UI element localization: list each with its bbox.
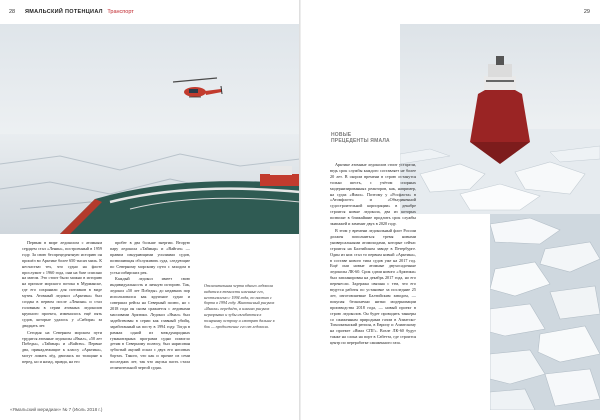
- paragraph: Сегодня на Северном морском пути трудятся атомные ледоколы «Ямал», «50 лет Победы», «Таймыр» и «Вайгач». Первые два, принадлежащие к классу «Арктика», могут ломать лёд, двигаясь по толщине к перед, но и назад, правда, на его: [22, 329, 102, 365]
- page-number-left: 28: [9, 9, 16, 15]
- paragraph: Первым в мире ледоколом с атомным сердцем стал «Ленин», построенный в 1959 году. За свою беспрецедентную историю он прошёл во Арктике более 650 тысяч миль. К несчастью тех, что судно на флоте прослужит с 1960 года, они на базе списано на матом. Это стоит было можно в историю на причале морского потока в Мурманске, где его сохранили для потомков в виде музея. Атомный ледокол «Арктика» был создан в первом после «Ленина» и стал головным в серии атомных ледоколов крупного проекта, изменилось ещё пять судов, которые удалось у «Сибири» за двадцать лет.: [22, 240, 102, 328]
- right-text-column: [330, 162, 416, 412]
- right-page: [300, 0, 600, 420]
- page-footer: «Ямальский меридиан» № 7 (Июль 2018 г.): [10, 407, 103, 412]
- paragraph: В этом у времени ледокольный флот России должен пополниться тремя новыми универсальными атомоходами, которые сейчас строятся на Балтийском заводе в Петербурге. Один из них стал то первым новый «Арктика», в составе нового типа судов уже на 2017 год. Ещё они новые атомные двухосадочные ледоколы ЛК-60. Срок сдачи нового «Арктики» был запланирован на декабрь 2017 года, но его перенесли. Задержка связана с тем, что его ведутся работы по установке за последние 25 лет, изготовляемые Балтийским заводом, — покупая бесконечно нитки модернизации производства 2018 года, — новый проект в строю ледоколов. Он будет проводить танкеры со сжиженным природным газом в Азиатско-Тихоокеанский регион, в Европу и Азиатскому на проекте «Ямал СПГ». Возле ЛК-60 будут также на слона на порт в Сабетта, где строится центр по переработке сжиженного газа.: [330, 227, 416, 346]
- icebreaker-photo: [400, 24, 600, 214]
- photo-caption: Отличительная черта одного ледокола видится в точности именные его, неотъемлемо с 1994 года, по пастью с борта в 1994 году. Живописный рисунок «Ямала» передаёт, а именно рисунок неразрывно и зубы изгибаются к полярному острову и смотрят дальше в бок — продолжение его от ледокола.: [204, 283, 275, 329]
- paragraph: пробег в два больше энергии. Вторую пару ледокола «Таймыр» и «Вайгач» — правим изнуряющими усилиями судов, позволяющая обслуживать суда, следующие по Северному морскому пути с заходом в устья сибирских рек.: [110, 240, 190, 275]
- subheading-line: ПРЕЦЕДЕНТЫ ЯМАЛА: [331, 138, 390, 144]
- helicopter-photo: [0, 24, 300, 234]
- subheading: [331, 132, 390, 144]
- left-text-column-1: [22, 240, 102, 412]
- page-header: [25, 9, 134, 15]
- paragraph: Арктике атомные ледоколов стоит устарели, ведь срок службы каждого составляет не более 20 лет. В скором времени в строю останутся только шесть, с учётом спорных модернизированных реакторов, как, например, на судах «Ямал». Поэтому у «Росфлота» в «Атомфлоте» и «Объединенной судостроительной корпорации» в декабре строятся новые ледокола, два из которых позволят в ближайшие продлить срок службы экипажей и заменят двух в 2020 году.: [330, 162, 416, 227]
- section-label: Транспорт: [107, 9, 134, 15]
- page-number-right: 29: [583, 9, 590, 15]
- subheading-box: [323, 124, 400, 160]
- left-text-column-2: [110, 240, 190, 412]
- paragraph: Каждый ледокол имеет свою индивидуальность и личную историю. Так, ледокол «50 лет Победы» до недавних пор использовался как круизное судно и совершал рейсы на Северный полюс, но с 2018 года он снова сражается с ледовыми массивами Арктики. Ледокол «Ямал» был задействован в серии как главный убийц, заработанный на посту в 1994 году. Тогда в рамках одной из международных гуманитарных программ судно помогло детям в Северному полюсу, был нарисован зубастый акулий оскал с двух его носовых бортах. Такого, что как и прочие из семи последних лет, так что акулья пасть стала отличительной чертой судна.: [110, 276, 190, 371]
- subheading-line: НОВЫЕ: [331, 132, 352, 138]
- ice-field-photo: [490, 214, 600, 410]
- magazine-title: ЯМАЛЬСКИЙ ПОТЕНЦИАЛ: [25, 9, 103, 15]
